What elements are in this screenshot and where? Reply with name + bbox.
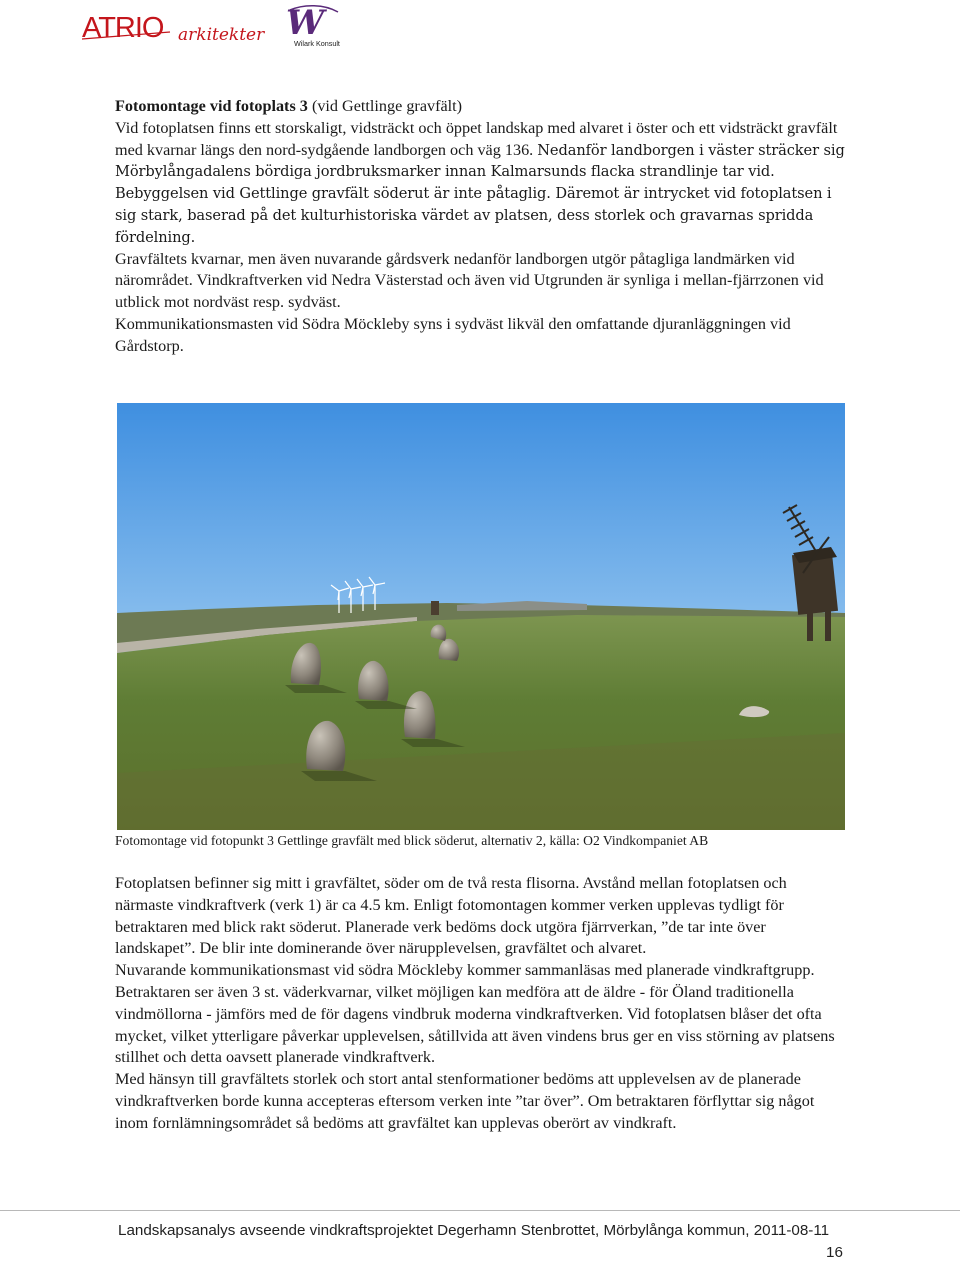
heading-rest: (vid Gettlinge gravfält) <box>307 97 463 115</box>
wilark-konsult-logo <box>284 4 346 50</box>
heading-bold: Fotomontage vid fotoplats 3 <box>115 97 308 115</box>
paragraph-landscape-a: Vid fotoplatsen finns ett storskaligt, vidsträckt och öppet landskap med alvaret i öster och ett vidsträckt gravfält med kvarnar längs den nord-sydgående landborgen och väg 136. <box>115 118 838 159</box>
logo-w-letter: W <box>286 4 325 43</box>
section-heading <box>115 96 845 118</box>
logo-atrio-script: arkitekter <box>178 25 265 45</box>
paragraph-landmarks: Gravfältets kvarnar, men även nuvarande gårdsverk nedanför landborgen utgör påtagliga landmärken vid närområdet. Vindkraftverken vid Nedra Västerstad och även vid Utgrunden är synliga i mellan-fjärrzonen vid utblick mot nordväst resp. sydväst. <box>115 249 824 312</box>
photomontage-image <box>117 403 845 830</box>
logo-w-text: Wilark Konsult <box>294 39 340 48</box>
section-fotoplats-3 <box>115 96 845 358</box>
image-caption: Fotomontage vid fotopunkt 3 Gettlinge gravfält med blick söderut, alternativ 2, källa: O2 Vindkompaniet AB <box>115 833 709 848</box>
paragraph-landscape <box>115 118 845 183</box>
logo-atrio-text: ATRIO <box>82 12 164 44</box>
paragraph-buildings-b: Däremot är intrycket vid fotoplatsen i sig stark, baserad på det kulturhistoriska värdet av platsen, dess storlek och gravarnas spridda fördelning. <box>115 185 832 246</box>
page-number: 16 <box>826 1244 843 1261</box>
paragraph-buildings-a: Bebyggelsen vid Gettlinge gravfält söderut är inte påtaglig. <box>115 185 551 203</box>
paragraph-landscape-b: Nedanför landborgen i väster sträcker sig Mörbylångadalens bördiga jordbruksmarker innan Kalmarsunds flacka strandlinje tar vid. <box>115 141 845 181</box>
paragraph-conclusion: Med hänsyn till gravfältets storlek och stort antal stenformationer bedöms att upplevelsen av de planerade vindkraftverken borde kunna accepteras eftersom verken inte ”tar över”. Om betraktaren förflyttar sig något inom fornlämningsområdet så bedöms att gravfältet kan upplevas oberört av vindkraft. <box>115 1070 815 1132</box>
footer-divider <box>0 1210 960 1211</box>
section-assessment <box>115 873 845 1135</box>
atrio-arkitekter-logo <box>80 10 276 46</box>
paragraph-buildings <box>115 183 845 248</box>
paragraph-distance: Fotoplatsen befinner sig mitt i gravfältet, söder om de två resta flisorna. Avstånd mellan fotoplatsen och närmaste vindkraftverk (verk 1) är ca 4.5 km. Enligt fotomontagen kommer verken upplevas tydligt för betraktaren med blick rakt söderut. Planerade verk bedöms dock utgöra fjärrverkan, ”de tar inte över landskapet”. De blir inte dominerande över närupplevelsen, gravfältet och alvaret. <box>115 874 787 958</box>
paragraph-windmills: Betraktaren ser även 3 st. väderkvarnar, vilket möjligen kan medföra att de äldre - för Öland traditionella vindmöllorna - jämförs med de för dagens vindbruk moderna vindkraftverken. Vid fotoplatsen blåser det ofta mycket, vilket ytterligare påverkar upplevelsen, såtillvida att även vindens brus ger en viss störning av platsens stillhet och detta oavsett planerade vindkraftverk. <box>115 982 835 1067</box>
paragraph-communication-mast: Nuvarande kommunikationsmast vid södra Möckleby kommer sammanläsas med planerade vindkraftgrupp. <box>115 961 815 980</box>
footer-text: Landskapsanalys avseende vindkraftsprojektet Degerhamn Stenbrottet, Mörbylånga kommun, 2011-08-11 <box>118 1222 830 1239</box>
paragraph-mast: Kommunikationsmasten vid Södra Möckleby syns i sydväst likväl den omfattande djuranläggningen vid Gårdstorp. <box>115 314 791 355</box>
